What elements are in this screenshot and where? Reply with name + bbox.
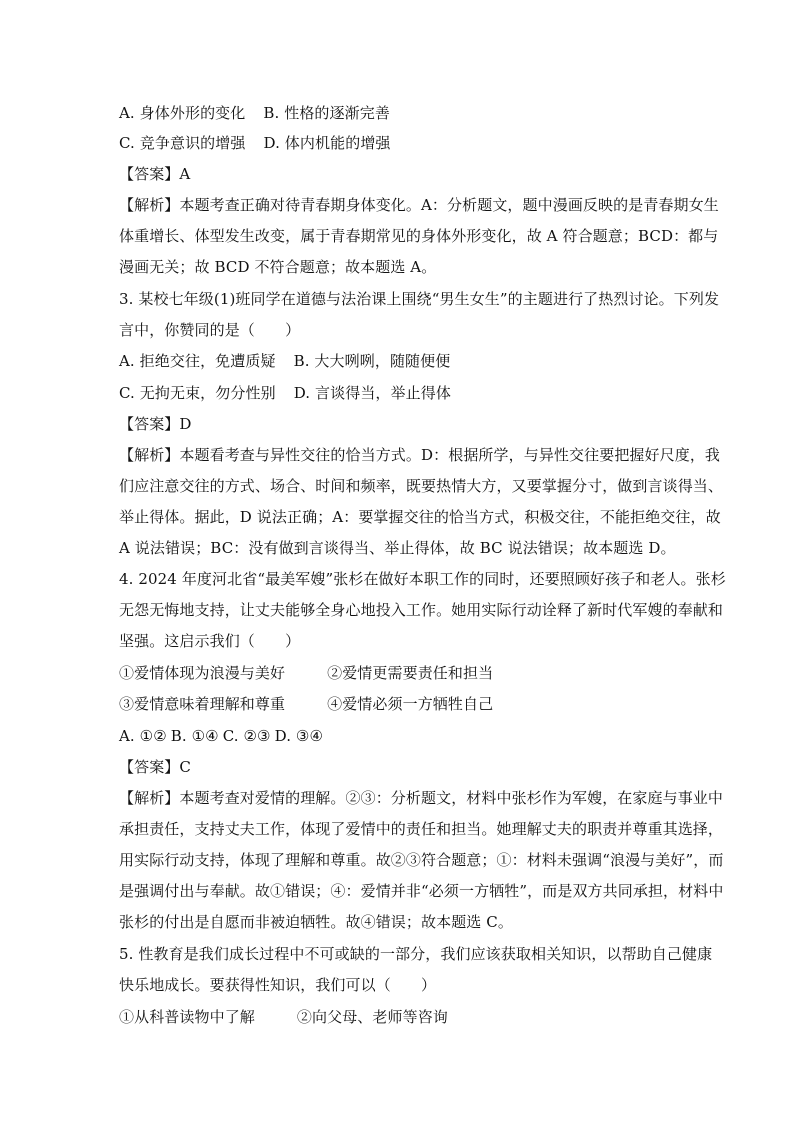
q2-analysis-line-2: 体重增长、体型发生改变，属于青春期常见的身体外形变化，故 A 符合题意；BCD：都与 — [119, 227, 719, 245]
q3-analysis-line-1: 【解析】本题看考查与异性交往的恰当方式。D：根据所学，与异性交往要把握好尺度，我 — [119, 446, 721, 464]
q4-analysis-line-2: 承担责任，支持丈夫工作，体现了爱情中的责任和担当。她理解丈夫的职责并尊重其选择， — [119, 820, 724, 838]
q3-analysis-line-2: 们应注意交往的方式、场合、时间和频率，既要热情大方，又要掌握分寸，做到言谈得当、 — [119, 477, 724, 495]
q3-analysis-line-4: A 说法错误；BC：没有做到言谈得当、举止得体，故 BC 说法错误；故本题选 D。 — [119, 539, 676, 557]
q3-option-d: D. 言谈得当，举止得体 — [293, 384, 451, 402]
q4-item-3: ③爱情意味着理解和尊重 — [119, 695, 286, 713]
q3-option-b: B. 大大咧咧，随随便便 — [293, 352, 451, 370]
q2-option-c: C. 竞争意识的增强 — [119, 134, 246, 152]
q4-option-d: D. ③④ — [274, 727, 324, 745]
q4-items-row-2 — [119, 694, 679, 714]
q5-items-row-1 — [119, 1007, 679, 1027]
q3-option-a: A. 拒绝交往，免遭质疑 — [119, 352, 276, 370]
q4-analysis-line-1: 【解析】本题考查对爱情的理解。②③：分析题文，材料中张杉作为军嫂，在家庭与事业中 — [119, 789, 724, 807]
q4-analysis-line-4: 是强调付出与奉献。故①错误；④：爱情并非“必须一方牺牲”，而是双方共同承担，材料中 — [119, 882, 724, 900]
q2-option-b: B. 性格的逐渐完善 — [263, 104, 390, 122]
q4-item-2: ②爱情更需要责任和担当 — [327, 664, 494, 682]
q3-option-c: C. 无拘无束，勿分性别 — [119, 384, 276, 402]
q4-option-a: A. ①② — [119, 727, 167, 745]
q4-option-c: C. ②③ — [222, 727, 271, 745]
q5-item-2: ②向父母、老师等咨询 — [296, 1008, 448, 1026]
q3-stem-line-2: 言中，你赞同的是（ ） — [119, 321, 301, 339]
q4-analysis-line-3: 用实际行动支持，体现了理解和尊重。故②③符合题意；①：材料未强调“浪漫与美好”，而 — [119, 851, 724, 869]
q2-option-a: A. 身体外形的变化 — [119, 104, 246, 122]
q5-stem-line-1: 5. 性教育是我们成长过程中不可或缺的一部分，我们应该获取相关知识，以帮助自己健康 — [119, 945, 713, 963]
q2-analysis-line-3: 漫画无关；故 BCD 不符合题意；故本题选 A。 — [119, 258, 437, 276]
q4-analysis-line-5: 张杉的付出是自愿而非被迫牺牲。故④错误；故本题选 C。 — [119, 913, 513, 931]
q2-answer: 【答案】A — [119, 165, 191, 183]
q4-stem-line-1: 4. 2024 年度河北省“最美军嫂”张杉在做好本职工作的同时，还要照顾好孩子和老人。张杉 — [119, 570, 726, 588]
q4-stem-line-2: 无怨无悔地支持，让丈夫能够全身心地投入工作。她用实际行动诠释了新时代军嫂的奉献和 — [119, 601, 724, 619]
q2-analysis-line-1: 【解析】本题考查正确对待青春期身体变化。A：分析题文，题中漫画反映的是青春期女生 — [119, 196, 719, 214]
q4-option-b: B. ①④ — [170, 727, 219, 745]
q4-stem-line-3: 坚强。这启示我们（ ） — [119, 632, 301, 650]
q3-analysis-line-3: 举止得体。据此，D 说法正确；A：要掌握交往的恰当方式，积极交往，不能拒绝交往，故 — [119, 508, 721, 526]
q5-stem-line-2: 快乐地成长。要获得性知识，我们可以（ ） — [119, 976, 437, 994]
q3-options-row-1 — [119, 351, 679, 371]
q2-options-row-1 — [119, 103, 679, 123]
q3-answer: 【答案】D — [119, 415, 192, 433]
q4-answer: 【答案】C — [119, 758, 191, 776]
q5-item-1: ①从科普读物中了解 — [119, 1008, 255, 1026]
q4-items-row-1 — [119, 663, 679, 683]
q4-item-1: ①爱情体现为浪漫与美好 — [119, 664, 286, 682]
q2-options-row-2 — [119, 133, 679, 153]
q2-option-d: D. 体内机能的增强 — [263, 134, 391, 152]
q3-options-row-2 — [119, 383, 679, 403]
q4-item-4: ④爱情必须一方牺牲自己 — [327, 695, 494, 713]
q3-stem-line-1: 3. 某校七年级(1)班同学在道德与法治课上围绕“男生女生”的主题进行了热烈讨论。下列发 — [119, 290, 720, 308]
q4-options-row — [119, 726, 679, 746]
